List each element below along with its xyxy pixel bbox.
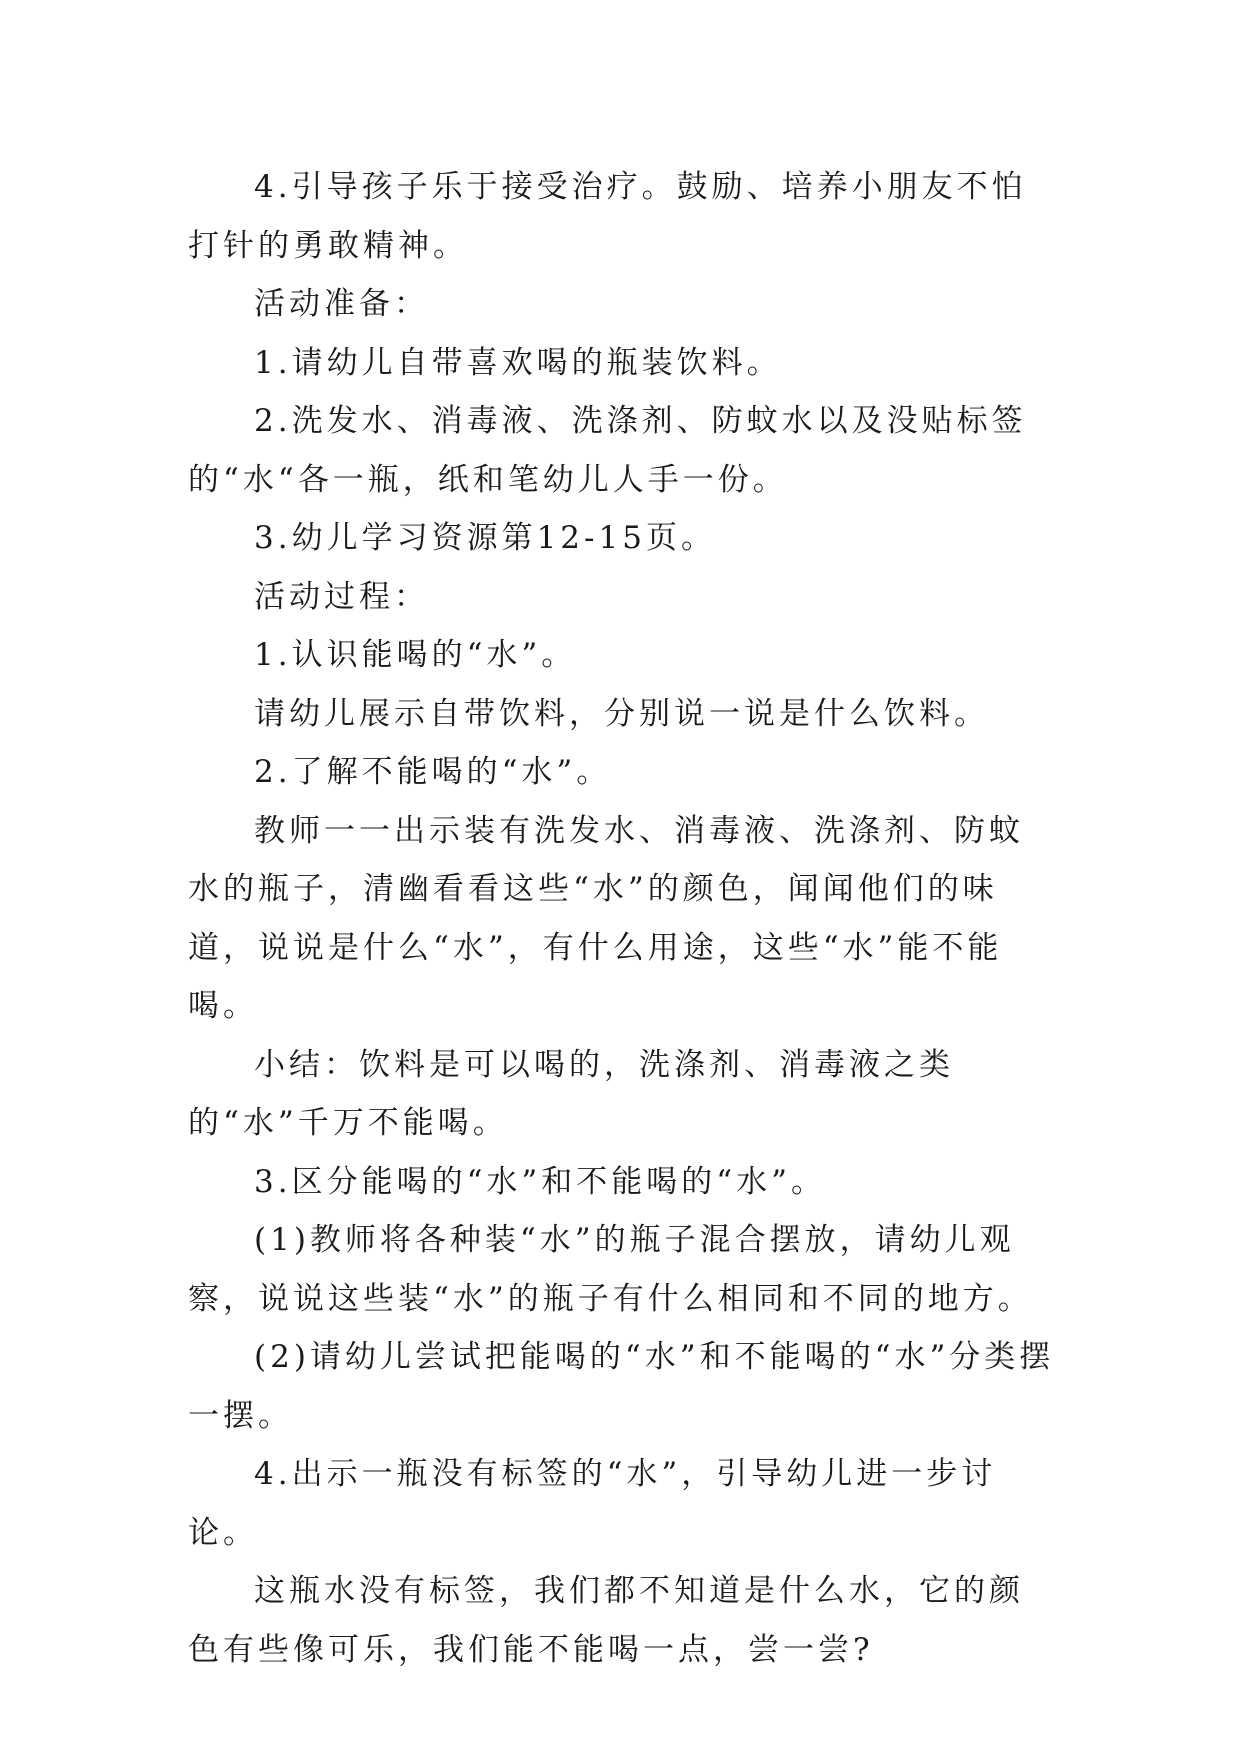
paragraph: (1)教师将各种装“水”的瓶子混合摆放，请幼儿观察，说说这些装“水”的瓶子有什么相同和不同的地方。 xyxy=(188,1222,1033,1317)
paragraph: 小结：饮料是可以喝的，洗涤剂、消毒液之类的“水”千万不能喝。 xyxy=(188,1046,954,1141)
paragraph: 4.出示一瓶没有标签的“水”，引导幼儿进一步讨论。 xyxy=(188,1456,997,1551)
document-body xyxy=(188,158,1058,1679)
paragraph: 4.引导孩子乐于接受治疗。鼓励、培养小朋友不怕打针的勇敢精神。 xyxy=(188,169,1027,264)
paragraph: 这瓶水没有标签，我们都不知道是什么水，它的颜色有些像可乐，我们能不能喝一点，尝一尝? xyxy=(188,1573,1024,1668)
paragraph: 1.认识能喝的“水”。 xyxy=(254,637,577,673)
paragraph: 1.请幼儿自带喜欢喝的瓶装饮料。 xyxy=(254,344,782,381)
paragraph: 3.幼儿学习资源第12-15页。 xyxy=(254,520,716,556)
paragraph: (2)请幼儿尝试把能喝的“水”和不能喝的“水”分类摆一摆。 xyxy=(188,1339,1055,1434)
paragraph: 2.洗发水、消毒液、洗涤剂、防蚊水以及没贴标签的“水“各一瓶，纸和笔幼儿人手一份。 xyxy=(188,403,1027,498)
paragraph: 3.区分能喝的“水”和不能喝的“水”。 xyxy=(254,1163,826,1200)
section-heading: 活动过程： xyxy=(254,578,429,615)
paragraph: 2.了解不能喝的“水”。 xyxy=(254,754,612,790)
paragraph: 请幼儿展示自带饮料，分别说一说是什么饮料。 xyxy=(254,695,989,732)
paragraph: 教师一一出示装有洗发水、消毒液、洗涤剂、防蚊水的瓶子，清幽看看这些“水”的颜色，闻闻他们的味道，说说是什么“水”，有什么用途，这些“水”能不能喝。 xyxy=(188,812,1024,1024)
section-heading: 活动准备： xyxy=(254,286,429,322)
